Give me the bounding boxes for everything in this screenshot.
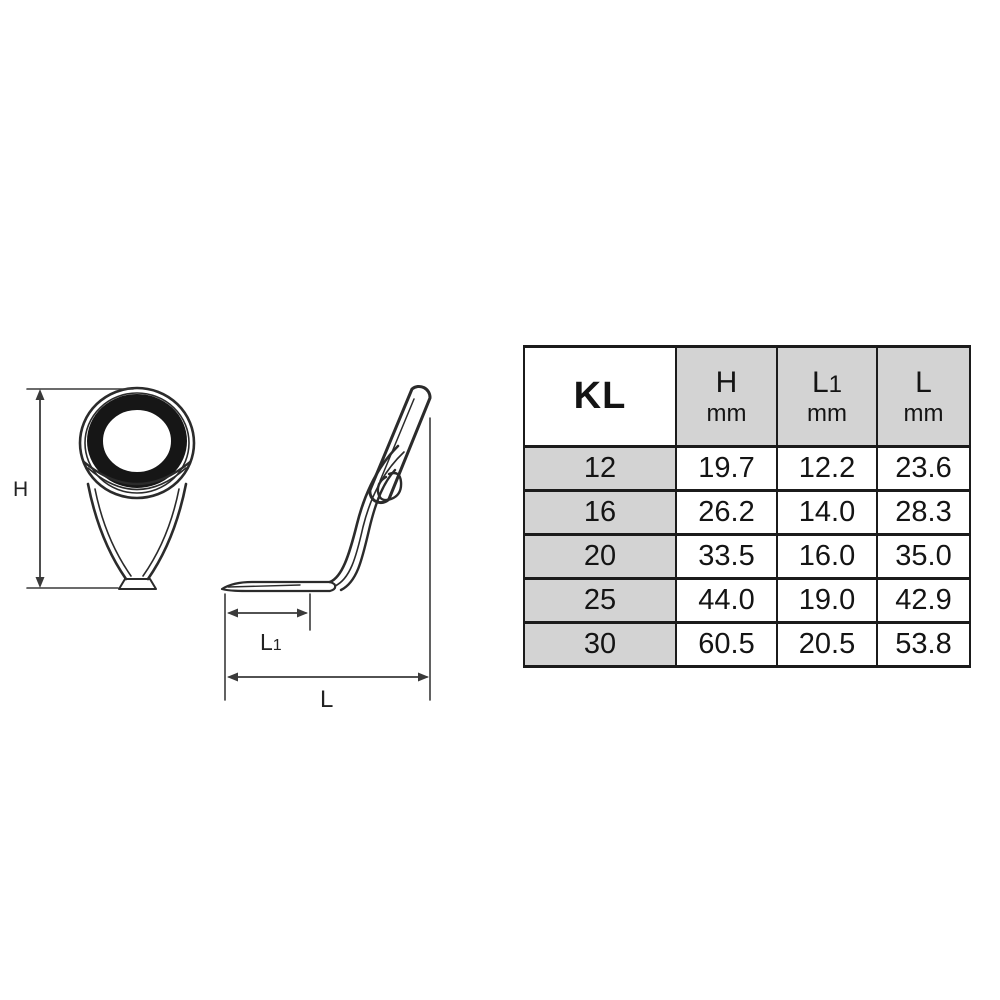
dimension-l xyxy=(227,418,430,713)
side-leg-line-outer xyxy=(330,446,398,582)
l1-value-cell: 14.0 xyxy=(777,491,877,535)
l-value-cell: 53.8 xyxy=(877,623,970,667)
column-header-l1-sub: 1 xyxy=(828,371,843,399)
model-name-cell: KL xyxy=(524,347,676,447)
column-header-l xyxy=(877,347,970,447)
h-value-cell: 33.5 xyxy=(676,535,777,579)
frame-foot-front xyxy=(119,579,156,589)
column-header-l1-label: L xyxy=(811,366,829,400)
table-row xyxy=(524,447,970,491)
l-value-cell: 23.6 xyxy=(877,447,970,491)
l1-arrowhead-left xyxy=(227,609,238,618)
size-cell: 20 xyxy=(524,535,676,579)
table-row xyxy=(524,535,970,579)
side-foot-tip-line xyxy=(228,585,300,587)
column-header-l1-unit: mm xyxy=(807,399,847,427)
l1-value-cell: 19.0 xyxy=(777,579,877,623)
h-arrowhead-bottom xyxy=(36,577,45,588)
column-header-h-unit: mm xyxy=(706,399,747,427)
l-arrowhead-right xyxy=(418,673,429,682)
l1-value-cell: 16.0 xyxy=(777,535,877,579)
l-value-cell: 42.9 xyxy=(877,579,970,623)
table-row xyxy=(524,623,970,667)
l-arrowhead-left xyxy=(227,673,238,682)
size-cell: 30 xyxy=(524,623,676,667)
size-cell: 16 xyxy=(524,491,676,535)
table-row xyxy=(524,579,970,623)
guide-front-view xyxy=(80,388,194,589)
ceramic-ring-insert xyxy=(95,402,179,480)
h-value-cell: 60.5 xyxy=(676,623,777,667)
h-value-cell: 19.7 xyxy=(676,447,777,491)
h-dimension-label: H xyxy=(13,478,29,501)
column-header-h-label: H xyxy=(715,366,738,400)
h-value-cell: 26.2 xyxy=(676,491,777,535)
l1-value-cell: 12.2 xyxy=(777,447,877,491)
column-header-l1 xyxy=(777,347,877,447)
guide-side-view xyxy=(222,386,430,591)
column-header-l-label: L xyxy=(915,366,932,400)
dimension-l1 xyxy=(225,594,310,700)
column-header-l-unit: mm xyxy=(903,399,944,427)
size-cell: 12 xyxy=(524,447,676,491)
l-value-cell: 35.0 xyxy=(877,535,970,579)
h-arrowhead-top xyxy=(36,389,45,400)
h-value-cell: 44.0 xyxy=(676,579,777,623)
spec-table xyxy=(523,345,971,668)
l1-value-cell: 20.5 xyxy=(777,623,877,667)
spec-table-header-row xyxy=(524,347,970,447)
l1-arrowhead-right xyxy=(297,609,308,618)
l1-dimension-label: L1 xyxy=(260,629,282,655)
table-row xyxy=(524,491,970,535)
side-ring-inner-edge xyxy=(380,399,414,481)
l-value-cell: 28.3 xyxy=(877,491,970,535)
l-dimension-label: L xyxy=(320,686,334,713)
column-header-h xyxy=(676,347,777,447)
size-cell: 25 xyxy=(524,579,676,623)
